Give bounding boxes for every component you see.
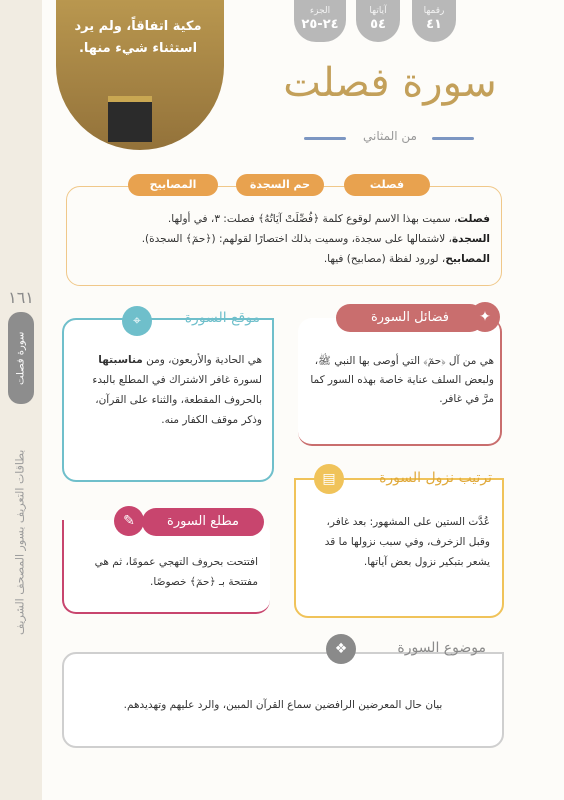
topic-title: موضوع السورة [397, 640, 486, 656]
info-tab-number: رقمها ٤١ [412, 0, 456, 42]
star-icon: ✦ [470, 302, 500, 332]
names-line-1: فصلت، سميت بهذا الاسم لوقوع كلمة ﴿فُصِّلَتْ آيَاتُهُ﴾ فصلت: ٣، في أولها. [167, 213, 490, 225]
surah-title: سورة فصلت [283, 60, 497, 106]
virtues-text: هي من آل ﴿حمٓ﴾ التي أوصى بها النبي ﷺ، ولبعض السلف عناية خاصة بهذه السور كما مرَّ في غافر. [310, 355, 494, 405]
series-title: بطاقات التعريف بسور المصحف الشريف [13, 449, 27, 635]
title-rule-left [304, 137, 346, 140]
opening-text: افتتحت بحروف التهجي عمومًا، ثم هي مفتتحة بـ ﴿حمٓ﴾ خصوصًا. [94, 556, 258, 588]
location-icon: ⌖ [122, 306, 152, 336]
revelation-text: مكية اتفاقاً، ولم يرد استثناء شيء منها. [74, 19, 202, 56]
surah-side-tab-label: سورة فصلت [15, 331, 27, 385]
virtues-title: فضائل السورة [336, 304, 484, 332]
page-number: ١٦١ [8, 288, 34, 307]
info-tab-juz: الجزء ٢٤-٢٥ [294, 0, 346, 42]
book-icon: ✎ [114, 506, 144, 536]
opening-title: مطلع السورة [142, 508, 264, 536]
kaaba-icon [108, 96, 152, 142]
order-text: عُدَّت الستين على المشهور: بعد غافر، وقبل الزخرف، وفي سبب نزولها ما قد يشعر بتبكير نزول بعض آياتها. [324, 516, 490, 568]
position-text: هي الحادية والأربعون، ومن مناسبتها لسورة غافر الاشتراك في المطلع بالبدء بالحروف المقطعة، والثناء على القرآن، وذكر موقف الكفار منه. [92, 354, 262, 426]
title-rule-right [432, 137, 474, 140]
names-line-2: السجدة، لاشتمالها على سجدة، وسميت بذلك اختصارًا لقولهم: (﴿حمٓ﴾ السجدة). [141, 233, 490, 245]
position-title: موقع السورة [184, 310, 260, 326]
names-line-3: المصابيح، لورود لفظة (مصابيح) فيها. [323, 253, 490, 265]
topic-text: بيان حال المعرضين الرافضين سماع القرآن المبين، والرد عليهم وتهديدهم. [123, 699, 443, 711]
name-pill-sajdah: حم السجدة [236, 174, 324, 196]
surah-subtitle: من المثاني [363, 129, 417, 143]
name-pill-fussilat: فصلت [344, 174, 430, 196]
quran-icon: ❖ [326, 634, 356, 664]
info-tab-verses: آياتها ٥٤ [356, 0, 400, 42]
order-title: ترتيب نزول السورة [379, 470, 492, 486]
name-pill-masabih: المصابيح [128, 174, 218, 196]
scroll-icon: ▤ [314, 464, 344, 494]
